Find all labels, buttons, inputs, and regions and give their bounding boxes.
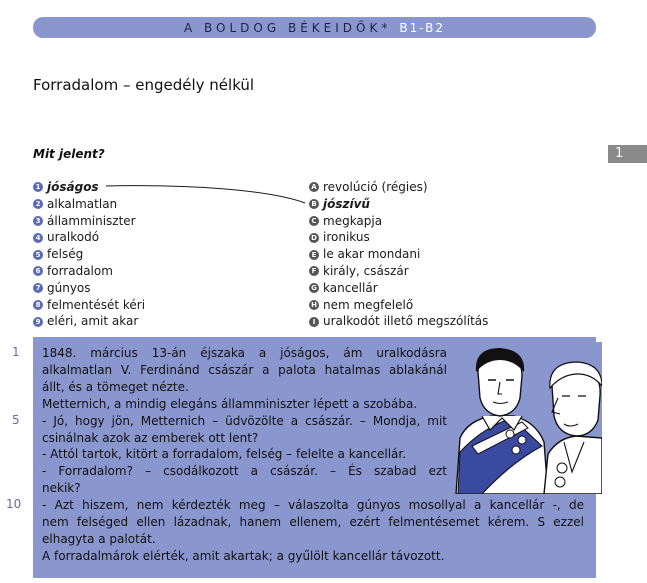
lesson-title: Forradalom – engedély nélkül xyxy=(33,76,255,94)
definition-item[interactable] xyxy=(309,229,488,246)
term-item[interactable] xyxy=(33,196,145,213)
reading-line: A forradalmárok elérték, amit akartak; a gyűlölt kancellár távozott. xyxy=(42,548,445,563)
definition-text: kancellár xyxy=(323,280,378,295)
term-text: felmentését kéri xyxy=(47,297,146,312)
number-badge: 8 xyxy=(33,300,43,310)
term-text: jóságos xyxy=(47,180,99,194)
header-level: B1-B2 xyxy=(399,20,445,35)
definition-item[interactable] xyxy=(309,297,488,314)
term-text: államminiszter xyxy=(47,213,136,228)
letter-badge: G xyxy=(309,283,319,293)
definition-item[interactable] xyxy=(309,196,488,213)
term-item[interactable] xyxy=(33,297,145,314)
reading-line: állt, és a tömeget nézte. xyxy=(42,379,189,394)
definition-text: revolúció (régies) xyxy=(323,180,428,194)
definition-item[interactable] xyxy=(309,179,488,196)
term-item[interactable] xyxy=(33,263,145,280)
definition-text: jószívű xyxy=(323,196,370,211)
number-badge: 2 xyxy=(33,199,43,209)
term-item[interactable] xyxy=(33,213,145,230)
number-badge: 4 xyxy=(33,233,43,243)
letter-badge: I xyxy=(309,317,319,327)
reading-line: - Azt hiszem, nem kérdezték meg – válaszolta gúnyos mosollyal a kancellár -, de xyxy=(42,498,584,513)
definition-item[interactable] xyxy=(309,246,488,263)
line-number: 5 xyxy=(12,413,20,427)
letter-badge: A xyxy=(309,182,319,192)
definition-text: le akar mondani xyxy=(323,247,421,262)
number-badge: 9 xyxy=(33,317,43,327)
header-bar xyxy=(33,17,596,38)
number-badge: 5 xyxy=(33,250,43,260)
reading-line: elhagyta a palotát. xyxy=(42,531,156,546)
number-badge: 1 xyxy=(33,182,43,192)
page-tab: 1 xyxy=(608,145,647,163)
term-item[interactable] xyxy=(33,246,145,263)
term-text: gúnyos xyxy=(47,280,91,295)
definition-item[interactable] xyxy=(309,213,488,230)
reading-line: - Attól tartok, kitört a forradalom, felség – felelte a kancellár. xyxy=(42,447,407,462)
term-item[interactable] xyxy=(33,313,145,330)
term-text: eléri, amit akar xyxy=(47,314,139,329)
definition-text: király, császár xyxy=(323,263,409,278)
reading-line: alkalmatlan V. Ferdinánd császár a palota hatalmas ablakánál xyxy=(42,362,447,377)
term-item[interactable] xyxy=(33,179,145,196)
line-number: 1 xyxy=(12,345,20,359)
number-badge: 6 xyxy=(33,266,43,276)
term-item[interactable] xyxy=(33,229,145,246)
emperor-chancellor-illustration xyxy=(452,342,602,494)
term-text: forradalom xyxy=(47,263,113,278)
letter-badge: C xyxy=(309,216,319,226)
terms-column xyxy=(33,179,145,330)
reading-line: Metternich, a mindig elegáns államminiszter lépett a szobába. xyxy=(42,396,418,411)
definition-text: ironikus xyxy=(323,230,370,245)
line-number: 10 xyxy=(6,497,22,511)
letter-badge: B xyxy=(309,199,319,209)
term-item[interactable] xyxy=(33,280,145,297)
letter-badge: H xyxy=(309,300,319,310)
number-badge: 7 xyxy=(33,283,43,293)
term-text: felség xyxy=(47,247,84,262)
exercise-heading: Mit jelent? xyxy=(33,147,105,161)
header-title: A BOLDOG BÉKEIDŐK* xyxy=(184,20,392,35)
term-text: alkalmatlan xyxy=(47,196,118,211)
definitions-column xyxy=(309,179,488,330)
reading-line: - Forradalom? – csodálkozott a császár. – És szabad ezt xyxy=(42,464,447,479)
reading-line: nem felséged ellen lázadnak, hanem ellenem, ezért felmentésemet kérem. S ezzel xyxy=(42,515,584,530)
reading-line: 1848. március 13-án éjszaka a jóságos, ám uralkodásra xyxy=(42,346,447,360)
definition-text: megkapja xyxy=(323,213,383,228)
definition-text: uralkodót illető megszólítás xyxy=(323,314,489,329)
letter-badge: E xyxy=(309,250,319,260)
letter-badge: F xyxy=(309,266,319,276)
letter-badge: D xyxy=(309,233,319,243)
reading-line: - Jó, hogy jön, Metternich – üdvözölte a császár. – Mondja, mit xyxy=(42,413,447,428)
definition-text: nem megfelelő xyxy=(323,297,414,312)
reading-line: nekik? xyxy=(42,481,81,496)
reading-line: csinálnak azok az emberek ott lent? xyxy=(42,430,259,445)
definition-item[interactable] xyxy=(309,313,488,330)
term-text: uralkodó xyxy=(47,230,100,245)
definition-item[interactable] xyxy=(309,263,488,280)
definition-item[interactable] xyxy=(309,280,488,297)
number-badge: 3 xyxy=(33,216,43,226)
